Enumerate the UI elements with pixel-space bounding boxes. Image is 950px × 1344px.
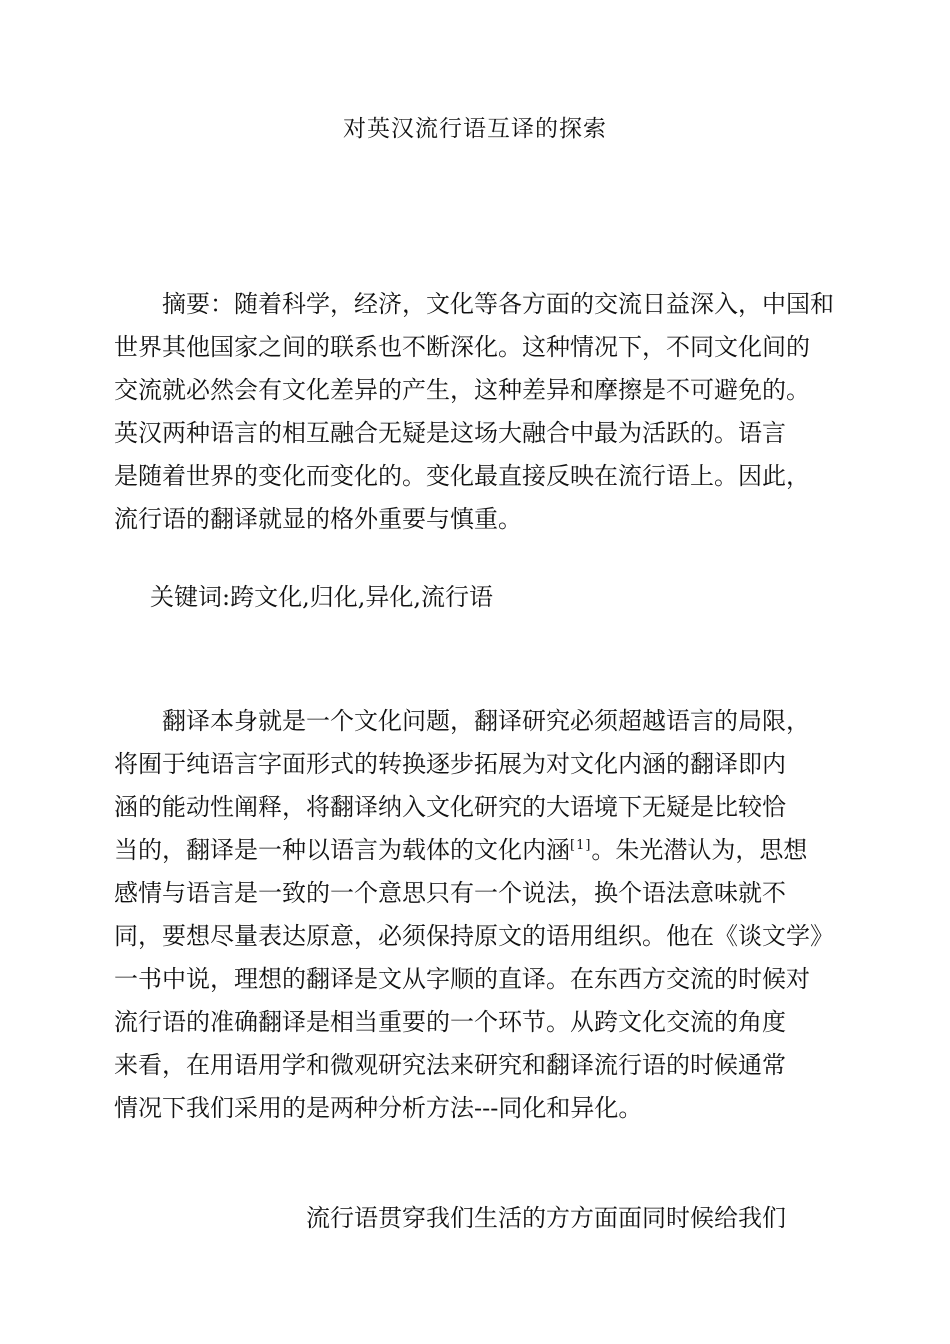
body-line-tail: 。朱光潜认为，思想 xyxy=(591,836,808,864)
abstract-line: 流行语的翻译就显的格外重要与慎重。 xyxy=(114,505,522,533)
body-line: 涵的能动性阐释，将翻译纳入文化研究的大语境下无疑是比较恰 xyxy=(114,793,786,821)
abstract-section xyxy=(114,283,838,541)
body-line: 一书中说，理想的翻译是文从字顺的直译。在东西方交流的时候对 xyxy=(114,965,810,993)
abstract-line: 世界其他国家之间的联系也不断深化。这种情况下，不同文化间的 xyxy=(114,333,810,361)
citation-mark: [1] xyxy=(570,838,592,853)
keywords-line: 关键词:跨文化,归化,异化,流行语 xyxy=(150,583,493,611)
body-line: 同，要想尽量表达原意，必须保持原文的语用组织。他在《谈文学》 xyxy=(114,922,834,950)
body-line: 感情与语言是一致的一个意思只有一个说法，换个语法意味就不 xyxy=(114,879,786,907)
body-line: 将囿于纯语言字面形式的转换逐步拓展为对文化内涵的翻译即内 xyxy=(114,750,786,778)
document-title: 对英汉流行语互译的探索 xyxy=(343,116,607,142)
body-line: 情况下我们采用的是两种分析方法---同化和异化。 xyxy=(114,1094,643,1122)
abstract-line: 是随着世界的变化而变化的。变化最直接反映在流行语上。因此， xyxy=(114,462,810,490)
body-line: 流行语的准确翻译是相当重要的一个环节。从跨文化交流的角度 xyxy=(114,1008,786,1036)
body-line: 来看，在用语用学和微观研究法来研究和翻译流行语的时候通常 xyxy=(114,1051,786,1079)
abstract-line: 英汉两种语言的相互融合无疑是这场大融合中最为活跃的。语言 xyxy=(114,419,786,447)
next-paragraph-start: 流行语贯穿我们生活的方方面面同时候给我们 xyxy=(306,1204,786,1232)
body-line-with-citation xyxy=(114,829,838,872)
body-paragraph xyxy=(114,700,838,1130)
body-line-text: 当的，翻译是一种以语言为载体的文化内涵 xyxy=(114,836,570,864)
body-line: 翻译本身就是一个文化问题，翻译研究必须超越语言的局限， xyxy=(162,707,810,735)
abstract-line: 交流就必然会有文化差异的产生，这种差异和摩擦是不可避免的。 xyxy=(114,376,810,404)
abstract-line: 摘要：随着科学，经济，文化等各方面的交流日益深入，中国和 xyxy=(162,290,834,318)
